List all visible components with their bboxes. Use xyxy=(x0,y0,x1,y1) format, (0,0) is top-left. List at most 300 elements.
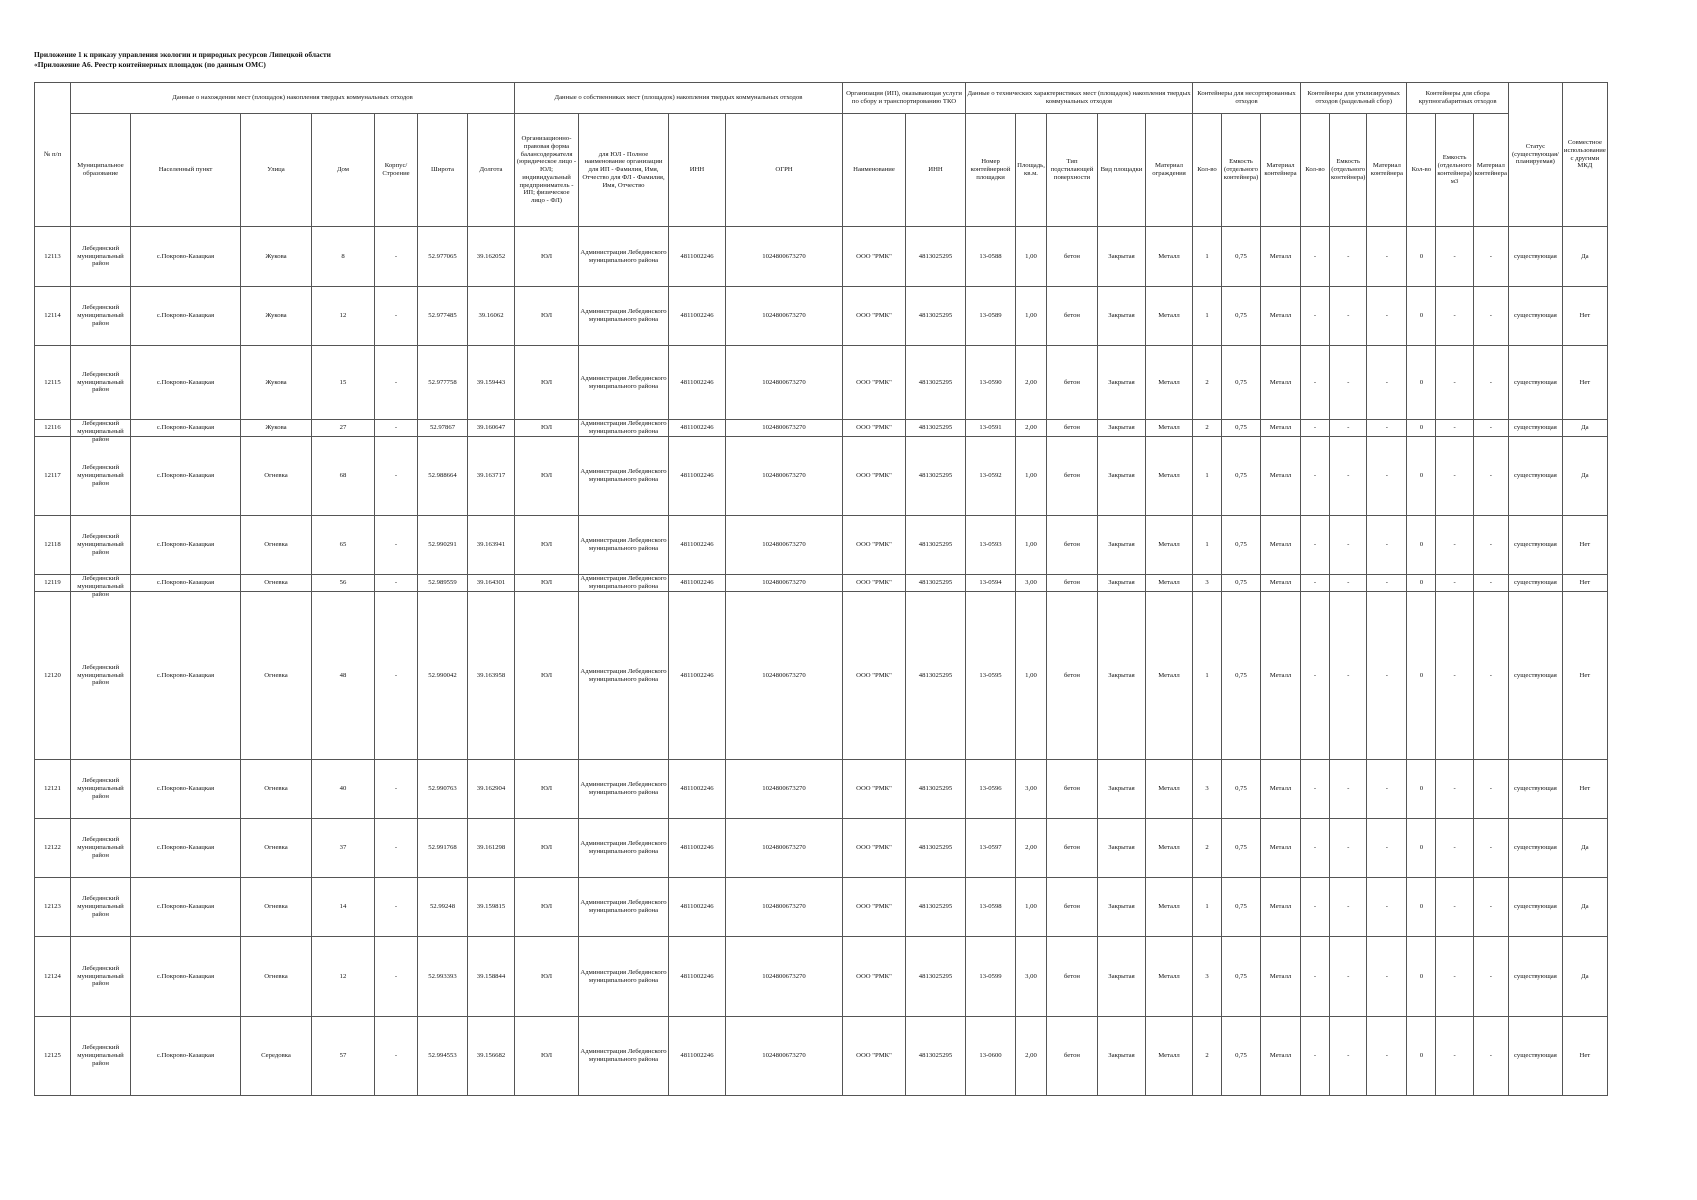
group-unsorted-containers: Контейнеры для несортированных отходов xyxy=(1193,83,1301,114)
table-cell: Администрация Лебедянского муниципального района xyxy=(579,592,669,760)
table-cell: Да xyxy=(1562,227,1607,287)
table-cell: 0,75 xyxy=(1222,937,1261,1017)
col-longitude: Долгота xyxy=(468,114,515,227)
table-cell: 4813025295 xyxy=(906,819,966,878)
table-cell: 39.158844 xyxy=(468,937,515,1017)
table-cell: 15 xyxy=(312,346,375,420)
table-cell: Металл xyxy=(1146,287,1193,346)
table-cell: Нет xyxy=(1562,592,1607,760)
table-cell: - xyxy=(1301,592,1330,760)
table-cell: 4811002246 xyxy=(669,592,726,760)
table-cell: Металл xyxy=(1261,346,1301,420)
table-cell: 52.994553 xyxy=(418,1017,468,1096)
table-cell: 13-0589 xyxy=(966,287,1016,346)
table-cell: 12115 xyxy=(35,346,71,420)
table-cell: 52.977065 xyxy=(418,227,468,287)
table-cell: 4813025295 xyxy=(906,878,966,937)
table-cell: 4811002246 xyxy=(669,575,726,592)
table-cell: Администрация Лебедянского муниципального района xyxy=(579,227,669,287)
registry-body xyxy=(35,227,1608,1096)
table-cell: 1024800673270 xyxy=(726,420,843,437)
table-cell: существующая xyxy=(1508,937,1562,1017)
table-cell: - xyxy=(1301,437,1330,516)
table-cell: Огневка xyxy=(241,437,312,516)
table-cell: 4813025295 xyxy=(906,592,966,760)
table-cell: - xyxy=(1367,760,1407,819)
table-cell: 4813025295 xyxy=(906,287,966,346)
table-cell: 52.977485 xyxy=(418,287,468,346)
table-cell: - xyxy=(1436,437,1473,516)
table-cell: 1024800673270 xyxy=(726,1017,843,1096)
table-cell: 3,00 xyxy=(1016,760,1047,819)
table-cell: 0,75 xyxy=(1222,1017,1261,1096)
table-cell: - xyxy=(375,346,418,420)
table-cell: с.Покрово-Казацкая xyxy=(131,1017,241,1096)
table-cell: Металл xyxy=(1261,819,1301,878)
table-cell: - xyxy=(1367,937,1407,1017)
table-cell: Металл xyxy=(1146,227,1193,287)
table-cell: Администрация Лебедянского муниципального района xyxy=(579,1017,669,1096)
table-cell: 52.993393 xyxy=(418,937,468,1017)
table-cell: 8 xyxy=(312,227,375,287)
table-cell: 12 xyxy=(312,937,375,1017)
table-cell: 0,75 xyxy=(1222,420,1261,437)
table-cell: - xyxy=(375,287,418,346)
table-cell: Металл xyxy=(1261,516,1301,575)
table-cell: 0 xyxy=(1407,819,1436,878)
col-unsorted-count: Кол-во xyxy=(1193,114,1222,227)
table-cell: существующая xyxy=(1508,878,1562,937)
table-cell: 12124 xyxy=(35,937,71,1017)
table-cell: 3,00 xyxy=(1016,575,1047,592)
table-cell: ООО "РМК" xyxy=(843,819,906,878)
table-cell: 13-0600 xyxy=(966,1017,1016,1096)
table-cell: бетон xyxy=(1047,878,1098,937)
table-cell: - xyxy=(1436,592,1473,760)
table-cell: 13-0594 xyxy=(966,575,1016,592)
table-cell: Нет xyxy=(1562,346,1607,420)
table-cell: 37 xyxy=(312,819,375,878)
col-street: Улица xyxy=(241,114,312,227)
table-cell: 1024800673270 xyxy=(726,937,843,1017)
group-owners: Данные о собственниках мест (площадок) накопления твердых коммунальных отходов xyxy=(515,83,843,114)
table-row xyxy=(35,1017,1608,1096)
table-cell: - xyxy=(375,575,418,592)
col-recyclable-volume: Емкость (отдельного контейнера) xyxy=(1330,114,1367,227)
table-cell: - xyxy=(1367,819,1407,878)
table-cell: 52.97867 xyxy=(418,420,468,437)
table-cell: 4811002246 xyxy=(669,819,726,878)
table-cell: ЮЛ xyxy=(515,937,579,1017)
table-cell: - xyxy=(1367,1017,1407,1096)
table-cell: 0,75 xyxy=(1222,760,1261,819)
table-cell: существующая xyxy=(1508,1017,1562,1096)
table-cell: - xyxy=(375,1017,418,1096)
table-cell: ООО "РМК" xyxy=(843,287,906,346)
table-cell: - xyxy=(375,592,418,760)
table-cell: ООО "РМК" xyxy=(843,437,906,516)
col-surface: Тип подстилающей поверхности xyxy=(1047,114,1098,227)
table-cell: существующая xyxy=(1508,346,1562,420)
table-cell: 13-0596 xyxy=(966,760,1016,819)
table-cell: Лебедянский муниципальный район xyxy=(71,227,131,287)
table-cell: ЮЛ xyxy=(515,227,579,287)
header-column-row xyxy=(35,114,1608,227)
header-group-row xyxy=(35,83,1608,114)
table-cell: - xyxy=(1330,592,1367,760)
table-cell: с.Покрово-Казацкая xyxy=(131,878,241,937)
table-cell: Администрация Лебедянского муниципального района xyxy=(579,819,669,878)
table-cell: 4811002246 xyxy=(669,437,726,516)
table-cell: 4813025295 xyxy=(906,346,966,420)
table-cell: 52.990763 xyxy=(418,760,468,819)
table-cell: бетон xyxy=(1047,437,1098,516)
table-cell: 39.159815 xyxy=(468,878,515,937)
table-cell: - xyxy=(1436,575,1473,592)
table-cell: 3 xyxy=(1193,760,1222,819)
col-municipality: Муниципальное образование xyxy=(71,114,131,227)
table-cell: - xyxy=(1367,592,1407,760)
table-cell: 12116 xyxy=(35,420,71,437)
table-cell: Закрытая xyxy=(1098,420,1146,437)
table-cell: Закрытая xyxy=(1098,437,1146,516)
table-cell: Огневка xyxy=(241,878,312,937)
col-number: № п/п xyxy=(35,83,71,227)
table-cell: 39.164301 xyxy=(468,575,515,592)
table-cell: - xyxy=(1301,516,1330,575)
table-cell: 39.163941 xyxy=(468,516,515,575)
table-cell: 39.163958 xyxy=(468,592,515,760)
table-cell: с.Покрово-Казацкая xyxy=(131,937,241,1017)
table-row xyxy=(35,516,1608,575)
table-cell: 0 xyxy=(1407,575,1436,592)
table-row xyxy=(35,592,1608,760)
table-cell: - xyxy=(1436,760,1473,819)
table-cell: 13-0590 xyxy=(966,346,1016,420)
table-cell: Середовка xyxy=(241,1017,312,1096)
group-organization: Организация (ИП), оказывающая услуги по сбору и транспортированию ТКО xyxy=(843,83,966,114)
table-cell: Лебедянский муниципальный район xyxy=(71,346,131,420)
table-cell: 1 xyxy=(1193,227,1222,287)
table-cell: Да xyxy=(1562,878,1607,937)
table-cell: - xyxy=(375,516,418,575)
table-cell: существующая xyxy=(1508,592,1562,760)
table-cell: - xyxy=(1367,878,1407,937)
table-cell: - xyxy=(1436,516,1473,575)
table-cell: 4813025295 xyxy=(906,516,966,575)
table-cell: 0 xyxy=(1407,437,1436,516)
table-cell: Закрытая xyxy=(1098,937,1146,1017)
table-cell: 0 xyxy=(1407,878,1436,937)
table-cell: - xyxy=(1436,878,1473,937)
table-cell: - xyxy=(375,878,418,937)
col-recyclable-count: Кол-во xyxy=(1301,114,1330,227)
table-cell: 4813025295 xyxy=(906,1017,966,1096)
table-cell: Лебедянский муниципальный район xyxy=(71,819,131,878)
table-cell: - xyxy=(1301,1017,1330,1096)
table-cell: Да xyxy=(1562,420,1607,437)
table-cell: 13-0593 xyxy=(966,516,1016,575)
table-cell: Закрытая xyxy=(1098,760,1146,819)
table-cell: - xyxy=(1330,420,1367,437)
table-cell: 3 xyxy=(1193,937,1222,1017)
table-cell: Лебедянский муниципальный район xyxy=(71,287,131,346)
page-heading xyxy=(34,50,331,70)
table-cell: Жукова xyxy=(241,346,312,420)
table-cell: ООО "РМК" xyxy=(843,878,906,937)
table-cell: 12123 xyxy=(35,878,71,937)
table-cell: Лебедянский муниципальный район xyxy=(71,937,131,1017)
table-cell: 2,00 xyxy=(1016,420,1047,437)
table-cell: 1024800673270 xyxy=(726,592,843,760)
table-cell: 13-0591 xyxy=(966,420,1016,437)
table-cell: 13-0599 xyxy=(966,937,1016,1017)
col-owner-name: для ЮЛ - Полное наименование организации для ИП - Фамилия, Имя, Отчество для ФЛ - Фамилия, Имя, Отчество xyxy=(579,114,669,227)
table-cell: - xyxy=(1367,227,1407,287)
table-cell: ЮЛ xyxy=(515,516,579,575)
col-ogrn: ОГРН xyxy=(726,114,843,227)
table-cell: - xyxy=(375,420,418,437)
table-cell: 1024800673270 xyxy=(726,575,843,592)
table-cell: 12114 xyxy=(35,287,71,346)
col-area: Площадь, кв.м. xyxy=(1016,114,1047,227)
table-cell: Жукова xyxy=(241,420,312,437)
table-cell: - xyxy=(1367,437,1407,516)
col-legal-form: Организационно-правовая форма балансодержателя (юридическое лицо - ЮЛ; индивидуальный предприниматель - ИП; физическое лицо - ФЛ) xyxy=(515,114,579,227)
table-cell: - xyxy=(1473,592,1508,760)
table-cell: 68 xyxy=(312,437,375,516)
table-cell: 52.989559 xyxy=(418,575,468,592)
table-cell: - xyxy=(1473,819,1508,878)
heading-line-2: «Приложение А6. Реестр контейнерных площадок (по данным ОМС) xyxy=(34,60,266,69)
table-cell: - xyxy=(1301,420,1330,437)
table-cell: 4813025295 xyxy=(906,437,966,516)
table-cell: ЮЛ xyxy=(515,575,579,592)
table-cell: 4813025295 xyxy=(906,575,966,592)
table-cell: 1024800673270 xyxy=(726,760,843,819)
table-cell: - xyxy=(1301,760,1330,819)
table-cell: 1024800673270 xyxy=(726,346,843,420)
table-cell: Огневка xyxy=(241,592,312,760)
table-cell: 2,00 xyxy=(1016,1017,1047,1096)
table-row xyxy=(35,760,1608,819)
table-cell: 4811002246 xyxy=(669,937,726,1017)
table-cell: - xyxy=(1330,516,1367,575)
table-cell: - xyxy=(1301,227,1330,287)
table-cell: 39.162904 xyxy=(468,760,515,819)
table-cell: - xyxy=(1301,819,1330,878)
table-cell: 1,00 xyxy=(1016,516,1047,575)
col-unsorted-material: Материал контейнера xyxy=(1261,114,1301,227)
table-cell: Металл xyxy=(1146,878,1193,937)
table-cell: Огневка xyxy=(241,516,312,575)
table-cell: - xyxy=(1330,287,1367,346)
table-cell: 0,75 xyxy=(1222,227,1261,287)
table-cell: Металл xyxy=(1261,1017,1301,1096)
col-fence-material: Материал ограждения xyxy=(1146,114,1193,227)
table-cell: ЮЛ xyxy=(515,287,579,346)
table-cell: 12120 xyxy=(35,592,71,760)
table-cell: Нет xyxy=(1562,760,1607,819)
group-technical: Данные о технических характеристиках мест (площадок) накопления твердых коммунальных отходов xyxy=(966,83,1193,114)
table-cell: Закрытая xyxy=(1098,819,1146,878)
table-cell: 0 xyxy=(1407,937,1436,1017)
col-recyclable-material: Материал контейнера xyxy=(1367,114,1407,227)
table-cell: Нет xyxy=(1562,575,1607,592)
table-cell: Администрация Лебедянского муниципального района xyxy=(580,575,667,590)
table-cell: 0,75 xyxy=(1222,819,1261,878)
table-cell: - xyxy=(1473,575,1508,592)
table-cell: 0,75 xyxy=(1222,437,1261,516)
table-cell: 13-0595 xyxy=(966,592,1016,760)
table-cell: ООО "РМК" xyxy=(843,575,906,592)
table-cell: - xyxy=(1301,575,1330,592)
table-cell: бетон xyxy=(1047,420,1098,437)
table-cell: бетон xyxy=(1047,287,1098,346)
table-cell: - xyxy=(1367,575,1407,592)
table-cell: бетон xyxy=(1047,516,1098,575)
table-cell: Закрытая xyxy=(1098,878,1146,937)
table-cell: 1024800673270 xyxy=(726,437,843,516)
table-cell: 1 xyxy=(1193,878,1222,937)
table-cell: 1,00 xyxy=(1016,227,1047,287)
table-cell: - xyxy=(1473,878,1508,937)
table-cell: 0,75 xyxy=(1222,287,1261,346)
table-cell: 1 xyxy=(1193,592,1222,760)
table-cell: 0 xyxy=(1407,760,1436,819)
table-cell: существующая xyxy=(1508,575,1562,592)
table-cell: - xyxy=(1436,937,1473,1017)
group-recyclable-containers: Контейнеры для утилизируемых отходов (раздельный сбор) xyxy=(1301,83,1407,114)
table-cell: 1024800673270 xyxy=(726,516,843,575)
table-cell: Жукова xyxy=(241,227,312,287)
table-cell: с.Покрово-Казацкая xyxy=(131,592,241,760)
table-cell: 0,75 xyxy=(1222,575,1261,592)
table-cell: Администрация Лебедянского муниципального района xyxy=(579,346,669,420)
table-cell: 0 xyxy=(1407,420,1436,437)
table-cell: 39.16062 xyxy=(468,287,515,346)
table-cell: 12125 xyxy=(35,1017,71,1096)
table-cell: 12119 xyxy=(35,575,71,592)
table-cell: 2,00 xyxy=(1016,346,1047,420)
table-cell: 1 xyxy=(1193,516,1222,575)
table-cell: с.Покрово-Казацкая xyxy=(131,575,241,592)
table-cell: существующая xyxy=(1508,437,1562,516)
table-cell: - xyxy=(1436,287,1473,346)
table-cell: существующая xyxy=(1508,819,1562,878)
table-cell: 4811002246 xyxy=(669,287,726,346)
table-cell: с.Покрово-Казацкая xyxy=(131,437,241,516)
table-cell: - xyxy=(1330,437,1367,516)
table-cell: 39.163717 xyxy=(468,437,515,516)
table-row xyxy=(35,937,1608,1017)
table-cell: - xyxy=(1473,1017,1508,1096)
table-cell: 2,00 xyxy=(1016,819,1047,878)
table-cell: ЮЛ xyxy=(515,346,579,420)
col-shared-use: Совместное использование с другими МКД xyxy=(1562,83,1607,227)
table-cell: Закрытая xyxy=(1098,346,1146,420)
col-org-inn: ИНН xyxy=(906,114,966,227)
table-cell: ЮЛ xyxy=(515,878,579,937)
table-cell: 12113 xyxy=(35,227,71,287)
table-cell: 1,00 xyxy=(1016,437,1047,516)
table-cell: 40 xyxy=(312,760,375,819)
col-bulky-count: Кол-во xyxy=(1407,114,1436,227)
table-cell: ООО "РМК" xyxy=(843,516,906,575)
table-cell: Закрытая xyxy=(1098,1017,1146,1096)
col-building: Корпус/Строение xyxy=(375,114,418,227)
table-cell: - xyxy=(1473,287,1508,346)
table-cell: 4813025295 xyxy=(906,420,966,437)
table-cell: Нет xyxy=(1562,516,1607,575)
table-cell: с.Покрово-Казацкая xyxy=(131,346,241,420)
table-cell: 1024800673270 xyxy=(726,287,843,346)
table-cell: ООО "РМК" xyxy=(843,760,906,819)
table-row xyxy=(35,878,1608,937)
table-cell: Нет xyxy=(1562,287,1607,346)
table-cell: Металл xyxy=(1146,437,1193,516)
table-cell: Металл xyxy=(1261,287,1301,346)
table-cell: Металл xyxy=(1261,437,1301,516)
table-cell: ЮЛ xyxy=(515,420,579,437)
table-cell: Лебедянский муниципальный район xyxy=(71,760,131,819)
table-cell: бетон xyxy=(1047,760,1098,819)
table-cell: Металл xyxy=(1261,227,1301,287)
table-cell: 4811002246 xyxy=(669,878,726,937)
table-cell: Металл xyxy=(1146,592,1193,760)
table-cell: бетон xyxy=(1047,1017,1098,1096)
table-cell: - xyxy=(1473,420,1508,437)
table-cell: 52.988664 xyxy=(418,437,468,516)
table-cell: Администрация Лебедянского муниципального района xyxy=(579,937,669,1017)
table-cell: ООО "РМК" xyxy=(843,937,906,1017)
table-cell: с.Покрово-Казацкая xyxy=(131,420,241,437)
table-cell: Металл xyxy=(1261,760,1301,819)
table-cell: Лебедянский муниципальный район xyxy=(71,575,131,592)
table-cell: - xyxy=(375,227,418,287)
table-cell: 2 xyxy=(1193,1017,1222,1096)
table-cell: - xyxy=(1330,575,1367,592)
table-cell: Закрытая xyxy=(1098,592,1146,760)
table-cell: 39.160647 xyxy=(468,420,515,437)
table-cell: 12121 xyxy=(35,760,71,819)
table-cell: 0,75 xyxy=(1222,346,1261,420)
table-cell: с.Покрово-Казацкая xyxy=(131,227,241,287)
col-org-name: Наименование xyxy=(843,114,906,227)
table-cell: 1024800673270 xyxy=(726,878,843,937)
group-location: Данные о нахождении мест (площадок) накопления твердых коммунальных отходов xyxy=(71,83,515,114)
table-cell: 0 xyxy=(1407,592,1436,760)
table-cell: 1024800673270 xyxy=(726,227,843,287)
table-cell: Лебедянский муниципальный район xyxy=(71,1017,131,1096)
table-cell: с.Покрово-Казацкая xyxy=(131,760,241,819)
table-cell: Металл xyxy=(1146,346,1193,420)
table-cell: 0 xyxy=(1407,346,1436,420)
table-cell: 4811002246 xyxy=(669,227,726,287)
table-cell: 1,00 xyxy=(1016,592,1047,760)
table-cell: 12118 xyxy=(35,516,71,575)
table-cell: 4813025295 xyxy=(906,227,966,287)
table-cell: Металл xyxy=(1261,420,1301,437)
table-cell: Лебедянский муниципальный район xyxy=(71,878,131,937)
table-cell: - xyxy=(1367,287,1407,346)
table-cell: 4811002246 xyxy=(669,346,726,420)
table-cell: Да xyxy=(1562,937,1607,1017)
table-cell: 13-0597 xyxy=(966,819,1016,878)
table-cell: Огневка xyxy=(241,937,312,1017)
table-cell: 0 xyxy=(1407,516,1436,575)
table-cell: 65 xyxy=(312,516,375,575)
